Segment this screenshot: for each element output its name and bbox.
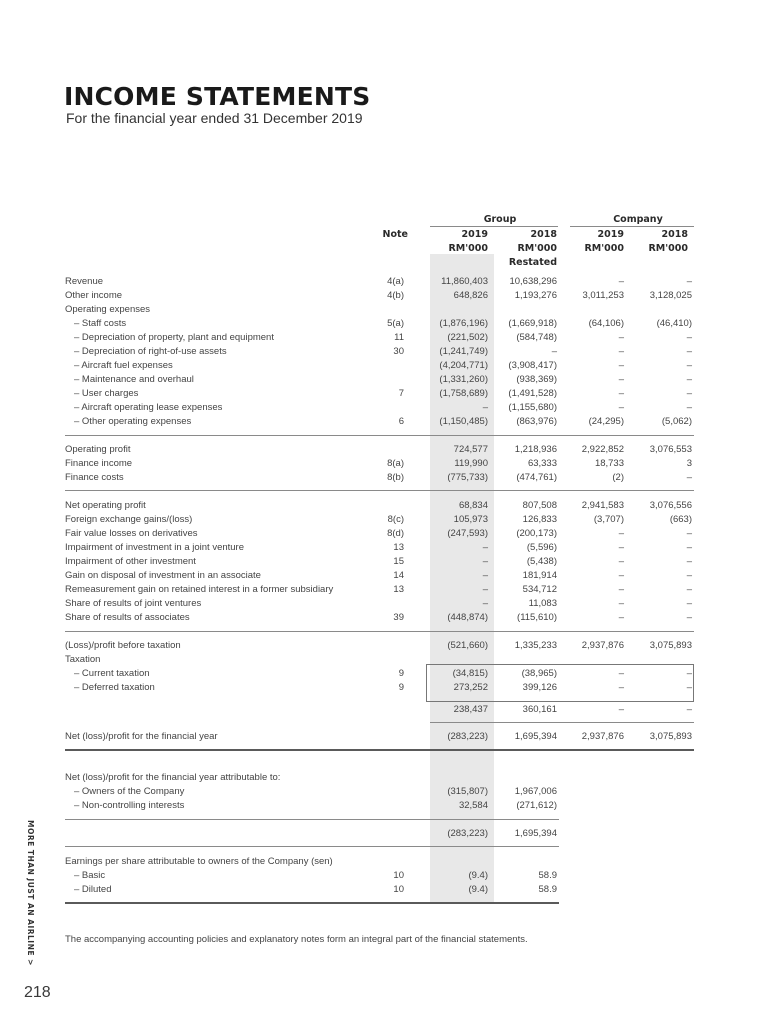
table-row-operating-profit — [0, 443, 760, 457]
row-note: 13 — [393, 584, 404, 595]
row-label: – Aircraft operating lease expenses — [74, 402, 223, 413]
table-row-user-charges — [0, 387, 760, 401]
page-number: 218 — [24, 984, 51, 1001]
group-2018-value: 399,126 — [522, 682, 557, 693]
group-2019-value: – — [482, 570, 488, 581]
table-row-finance-costs — [0, 471, 760, 485]
company-2019-value: 2,937,876 — [581, 640, 624, 651]
group-2018-value: (474,761) — [516, 472, 557, 483]
note-header: Note — [382, 229, 408, 240]
company-2019-value: – — [618, 570, 624, 581]
company-2018-year: 2018 — [661, 229, 688, 240]
company-2018-value: (663) — [669, 514, 692, 525]
company-2018-value: – — [686, 570, 692, 581]
group-2019-value: (4,204,771) — [439, 360, 488, 371]
table-row-impairment-other — [0, 555, 760, 569]
group-2018-value: 1,695,394 — [514, 828, 557, 839]
company-2019-value: – — [618, 346, 624, 357]
company-2019-value: (24,295) — [588, 416, 624, 427]
row-note: 13 — [393, 542, 404, 553]
row-note: 39 — [393, 612, 404, 623]
row-label: Impairment of other investment — [65, 556, 196, 567]
group-2019-value: 273,252 — [453, 682, 488, 693]
row-label: – Deferred taxation — [74, 682, 155, 693]
row-note: 9 — [398, 682, 404, 693]
table-row-eps-basic — [0, 869, 760, 883]
company-2019-value: – — [618, 374, 624, 385]
table-row-operating-expenses — [0, 303, 760, 317]
table-row-taxation-total — [0, 703, 760, 717]
row-label: Taxation — [65, 654, 101, 665]
group-2019-value: – — [482, 402, 488, 413]
company-2018-value: – — [686, 704, 692, 715]
group-2018-value: 63,333 — [527, 458, 557, 469]
company-2019-value: – — [618, 542, 624, 553]
row-label: Fair value losses on derivatives — [65, 528, 198, 539]
group-2019-value: 32,584 — [458, 800, 488, 811]
row-label: Operating expenses — [65, 304, 151, 315]
group-2018-value: (200,173) — [516, 528, 557, 539]
company-2018-value: – — [686, 388, 692, 399]
row-label: – Owners of the Company — [74, 786, 185, 797]
company-2018-value: – — [686, 584, 692, 595]
group-2018-value: 1,218,936 — [514, 444, 557, 455]
company-2019-value: – — [618, 668, 624, 679]
row-label: – User charges — [74, 388, 139, 399]
company-2018-value: – — [686, 528, 692, 539]
company-2019-value: – — [618, 598, 624, 609]
row-note: 8(b) — [387, 472, 404, 483]
table-row-maintenance — [0, 373, 760, 387]
table-row-finance-income — [0, 457, 760, 471]
company-2018-value: – — [686, 472, 692, 483]
company-2018-value: – — [686, 598, 692, 609]
row-label: – Staff costs — [74, 318, 127, 329]
row-note: 4(a) — [387, 276, 404, 287]
group-2019-value: 648,826 — [453, 290, 488, 301]
company-2019-value: 2,937,876 — [581, 731, 624, 742]
group-2018-value: 126,833 — [522, 514, 557, 525]
group-2019-value: (1,241,749) — [439, 346, 488, 357]
group-2018-unit: RM'000 — [517, 243, 557, 254]
company-2019-value: – — [618, 528, 624, 539]
table-row-fair-value-losses — [0, 527, 760, 541]
group-2018-value: (5,596) — [526, 542, 557, 553]
company-2019-value: – — [618, 584, 624, 595]
table-row-aircraft-fuel — [0, 359, 760, 373]
group-2019-value: (521,660) — [447, 640, 488, 651]
group-2018-value: – — [551, 346, 557, 357]
row-note: 8(c) — [387, 514, 404, 525]
company-2018-value: 3,076,553 — [649, 444, 692, 455]
row-note: 8(d) — [387, 528, 404, 539]
company-2019-value: 2,941,583 — [581, 500, 624, 511]
company-2018-value: – — [686, 612, 692, 623]
group-2019-value: (1,331,260) — [439, 374, 488, 385]
group-2019-value: (1,876,196) — [439, 318, 488, 329]
company-2018-value: – — [686, 276, 692, 287]
table-row-share-associates — [0, 611, 760, 625]
group-2019-value: (1,150,485) — [439, 416, 488, 427]
group-2019-value: – — [482, 598, 488, 609]
table-row-depreciation-ppe — [0, 331, 760, 345]
row-label: Other income — [65, 290, 123, 301]
row-label: Operating profit — [65, 444, 131, 455]
group-2018-value: (3,908,417) — [508, 360, 557, 371]
company-2019-value: (3,707) — [593, 514, 624, 525]
row-label: – Other operating expenses — [74, 416, 192, 427]
group-2019-value: 105,973 — [453, 514, 488, 525]
group-2019-value: – — [482, 556, 488, 567]
group-2019-value: (283,223) — [447, 828, 488, 839]
group-2019-value: (34,815) — [452, 668, 488, 679]
group-2019-value: (775,733) — [447, 472, 488, 483]
table-row-non-controlling — [0, 799, 760, 813]
group-2018-value: 11,083 — [528, 598, 557, 609]
group-2018-year: 2018 — [530, 229, 557, 240]
group-2018-value: 360,161 — [522, 704, 557, 715]
company-2019-unit: RM'000 — [584, 243, 624, 254]
table-row-fx-gains — [0, 513, 760, 527]
table-row-revenue — [0, 275, 760, 289]
table-row-staff-costs — [0, 317, 760, 331]
company-2019-value: 3,011,253 — [582, 290, 624, 301]
row-label: Net (loss)/profit for the financial year — [65, 731, 218, 742]
company-2018-value: – — [686, 668, 692, 679]
row-note: 7 — [398, 388, 404, 399]
group-2019-value: 238,437 — [453, 704, 488, 715]
group-2019-value: (9.4) — [468, 884, 488, 895]
row-note: 9 — [398, 668, 404, 679]
group-2019-unit: RM'000 — [448, 243, 488, 254]
company-header-rule — [570, 226, 694, 227]
group-2019-value: (315,807) — [447, 786, 488, 797]
company-2019-value: (2) — [612, 472, 624, 483]
row-label: – Current taxation — [74, 668, 150, 679]
row-label: – Depreciation of property, plant and equipment — [74, 332, 274, 343]
group-2018-value: (115,610) — [517, 612, 557, 623]
group-2018-value: 58.9 — [538, 884, 557, 895]
group-2019-value: – — [482, 584, 488, 595]
table-row-gain-on-disposal — [0, 569, 760, 583]
footnote: The accompanying accounting policies and explanatory notes form an integral part of the financial statements. — [65, 934, 528, 945]
row-label: Finance costs — [65, 472, 124, 483]
company-2018-value: – — [686, 682, 692, 693]
company-2019-value: – — [618, 360, 624, 371]
divider — [65, 435, 694, 436]
row-note: 10 — [393, 870, 404, 881]
group-2018-value: (271,612) — [516, 800, 557, 811]
group-2018-value: 534,712 — [522, 584, 557, 595]
row-label: Revenue — [65, 276, 104, 287]
page-title: INCOME STATEMENTS — [64, 82, 371, 111]
group-2018-value: 1,967,006 — [514, 786, 557, 797]
company-2019-value: – — [618, 556, 624, 567]
table-row-current-taxation — [0, 667, 760, 681]
row-label: Net operating profit — [65, 500, 146, 511]
table-row-owners — [0, 785, 760, 799]
company-2018-value: 3,075,893 — [649, 731, 692, 742]
group-2019-value: 724,577 — [453, 444, 488, 455]
company-2019-value: – — [618, 612, 624, 623]
company-2018-value: – — [686, 542, 692, 553]
company-2018-value: – — [686, 346, 692, 357]
company-2019-value: – — [618, 682, 624, 693]
group-2018-value: (5,438) — [526, 556, 557, 567]
group-2018-value: 58.9 — [538, 870, 557, 881]
table-row-other-operating-expenses — [0, 415, 760, 429]
table-row-operating-lease — [0, 401, 760, 415]
table-row-other-income — [0, 289, 760, 303]
company-2018-value: – — [686, 374, 692, 385]
row-note: 11 — [394, 332, 404, 343]
row-label: – Non-controlling interests — [74, 800, 185, 811]
group-2018-value: (938,369) — [516, 374, 557, 385]
company-2019-value: – — [618, 402, 624, 413]
row-label: Gain on disposal of investment in an associate — [65, 570, 261, 581]
divider — [65, 631, 694, 632]
group-2019-value: (9.4) — [468, 870, 488, 881]
row-note: 30 — [393, 346, 404, 357]
double-rule — [65, 902, 559, 904]
row-label: Finance income — [65, 458, 133, 469]
company-2018-value: – — [686, 332, 692, 343]
group-2018-value: 1,193,276 — [514, 290, 557, 301]
table-row-deferred-taxation — [0, 681, 760, 695]
table-row-share-jv — [0, 597, 760, 611]
group-2018-value: 1,335,233 — [514, 640, 557, 651]
row-label: Share of results of associates — [65, 612, 190, 623]
company-2019-value: – — [618, 332, 624, 343]
group-2018-value: (584,748) — [516, 332, 557, 343]
table-row-net-operating-profit — [0, 499, 760, 513]
table-row-depreciation-rou — [0, 345, 760, 359]
group-2018-value: (863,976) — [516, 416, 557, 427]
company-2019-value: (64,106) — [588, 318, 624, 329]
group-2019-value: (448,874) — [447, 612, 488, 623]
company-2018-value: – — [686, 402, 692, 413]
row-label: – Diluted — [74, 884, 112, 895]
divider — [65, 846, 559, 847]
group-header: Group — [483, 214, 517, 225]
group-2018-value: (1,155,680) — [508, 402, 557, 413]
company-2018-value: 3,076,556 — [649, 500, 692, 511]
group-2019-value: 119,990 — [454, 458, 488, 469]
group-2018-value: (1,491,528) — [508, 388, 557, 399]
table-row-profit-before-tax — [0, 639, 760, 653]
company-header: Company — [613, 214, 663, 225]
group-2019-value: 11,860,403 — [441, 276, 488, 287]
row-label: Impairment of investment in a joint venture — [65, 542, 245, 553]
table-row-impairment-jv — [0, 541, 760, 555]
group-2018-value: 1,695,394 — [514, 731, 557, 742]
table-row-taxation-heading — [0, 653, 760, 667]
company-2019-value: 2,922,852 — [581, 444, 624, 455]
table-row-eps-diluted — [0, 883, 760, 897]
row-note: 8(a) — [387, 458, 404, 469]
group-2018-value: 181,914 — [522, 570, 557, 581]
company-2018-value: 3 — [686, 458, 692, 469]
row-label: (Loss)/profit before taxation — [65, 640, 181, 651]
row-note: 6 — [398, 416, 404, 427]
row-note: 15 — [393, 556, 404, 567]
row-label: Earnings per share attributable to owners of the Company (sen) — [65, 856, 333, 867]
row-label: Remeasurement gain on retained interest in a former subsidiary — [65, 584, 334, 595]
row-note: 5(a) — [387, 318, 404, 329]
company-2019-value: – — [618, 704, 624, 715]
company-2018-value: – — [686, 360, 692, 371]
group-header-rule — [430, 226, 558, 227]
row-label: – Depreciation of right-of-use assets — [74, 346, 227, 357]
group-2019-value: – — [482, 542, 488, 553]
group-2018-value: (38,965) — [521, 668, 557, 679]
row-label: Share of results of joint ventures — [65, 598, 202, 609]
company-2018-value: 3,128,025 — [649, 290, 692, 301]
group-2019-value: (1,758,689) — [439, 388, 488, 399]
row-note: 10 — [393, 884, 404, 895]
group-2019-value: 68,834 — [458, 500, 488, 511]
page-subtitle: For the financial year ended 31 December 2019 — [66, 110, 363, 126]
group-2018-value: 807,508 — [522, 500, 557, 511]
row-label: – Maintenance and overhaul — [74, 374, 194, 385]
company-2018-value: 3,075,893 — [649, 640, 692, 651]
group-2019-year: 2019 — [461, 229, 488, 240]
company-2018-unit: RM'000 — [648, 243, 688, 254]
table-row-attributable-total — [0, 827, 760, 841]
row-label: – Aircraft fuel expenses — [74, 360, 173, 371]
row-note: 14 — [393, 570, 404, 581]
group-2018-value: 10,638,296 — [509, 276, 557, 287]
row-label: Net (loss)/profit for the financial year attributable to: — [65, 772, 281, 783]
row-note: 4(b) — [387, 290, 404, 301]
divider — [65, 819, 559, 820]
row-label: Foreign exchange gains/(loss) — [65, 514, 193, 525]
group-2018-restated: Restated — [508, 257, 557, 268]
company-2018-value: (5,062) — [661, 416, 692, 427]
divider — [430, 722, 694, 723]
group-2018-value: (1,669,918) — [508, 318, 557, 329]
side-brand-label — [24, 820, 38, 966]
side-brand-text: MORE THAN JUST AN AIRLINE > — [26, 820, 35, 966]
group-2019-value: (247,593) — [447, 528, 488, 539]
company-2018-value: – — [686, 556, 692, 567]
group-2019-value: (221,502) — [447, 332, 488, 343]
company-2019-value: – — [618, 276, 624, 287]
table-row-eps-heading — [0, 855, 760, 869]
double-rule — [65, 749, 694, 751]
divider — [65, 490, 694, 491]
company-2019-value: – — [618, 388, 624, 399]
table-row-attributable-heading — [0, 771, 760, 785]
company-2018-value: (46,410) — [656, 318, 692, 329]
company-2019-year: 2019 — [597, 229, 624, 240]
table-row-net-profit — [0, 730, 760, 744]
row-label: – Basic — [74, 870, 106, 881]
table-row-remeasurement-gain — [0, 583, 760, 597]
group-2019-value: (283,223) — [447, 731, 488, 742]
company-2019-value: 18,733 — [594, 458, 624, 469]
